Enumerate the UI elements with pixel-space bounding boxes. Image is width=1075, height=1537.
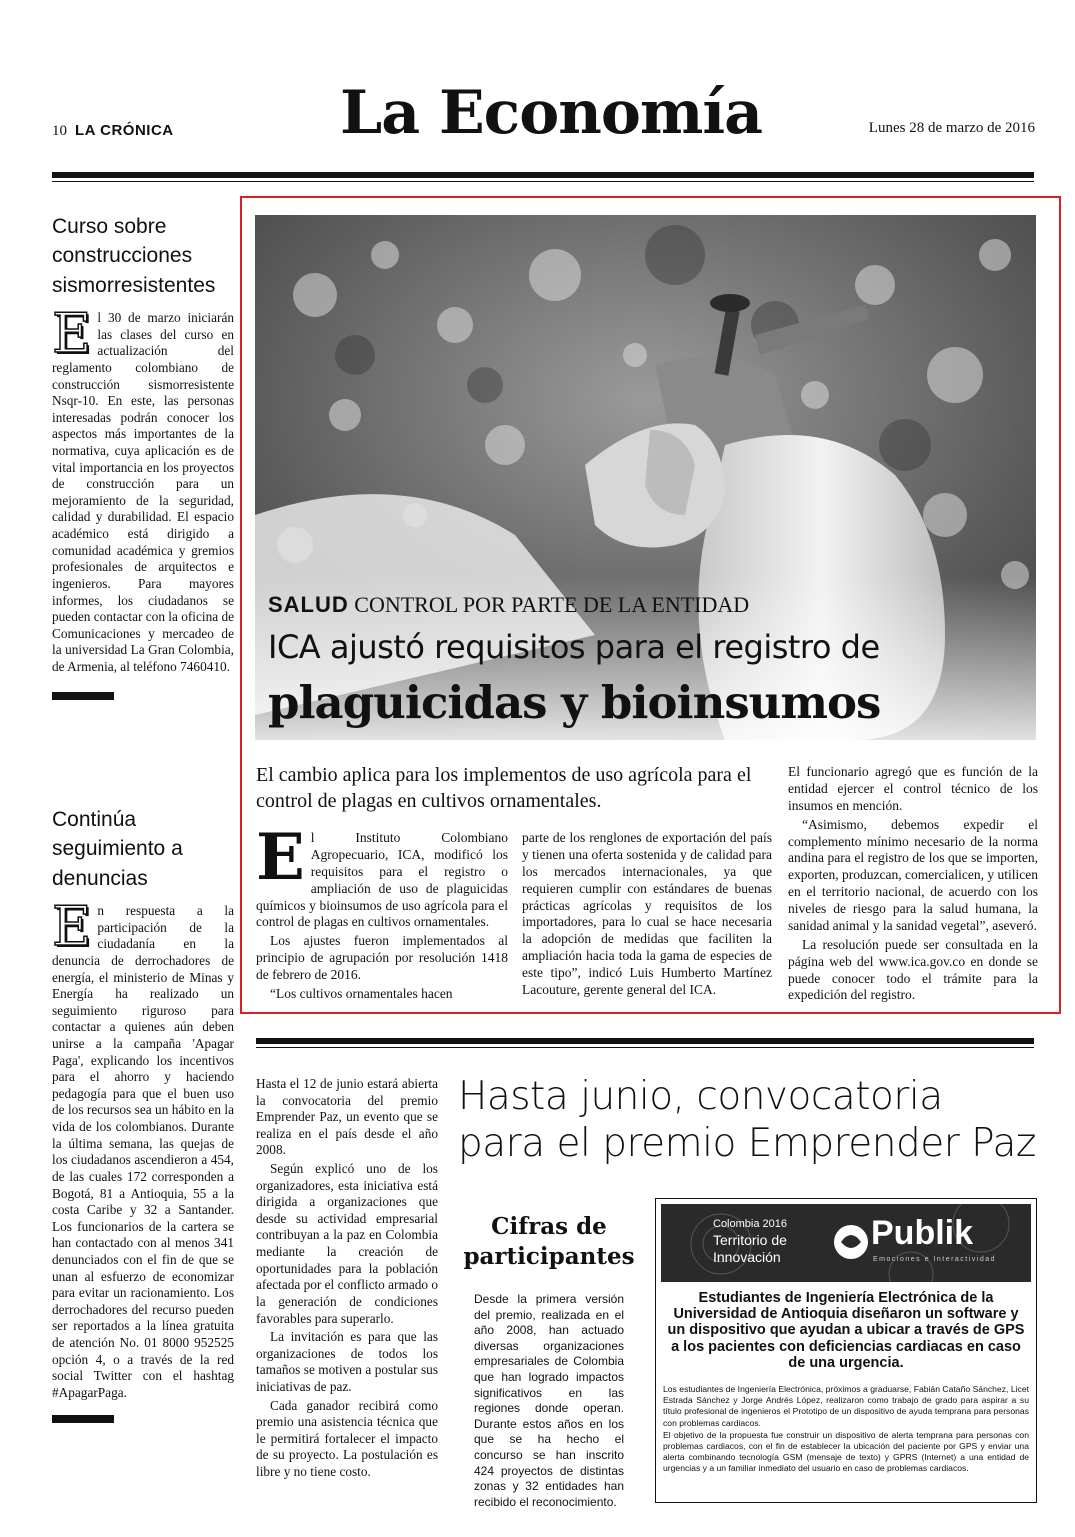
brief-curso	[52, 212, 234, 700]
second-p4: Cada ganador recibirá como premio una asistencia técnica que le permitirá fortalecer el impacto de su proyecto. La postulación es libre y no tiene costo.	[256, 1397, 438, 1480]
main-col1-p2: Los ajustes fueron implementados al principio de agrupación por resolución 1418 de febrero de 2016.	[256, 933, 508, 982]
main-col3-p1: El funcionario agregó que es función de la entidad ejercer el control técnico de los insumos en mención.	[788, 764, 1038, 813]
brief-curso-body	[52, 302, 235, 675]
main-dropcap: E	[256, 820, 305, 895]
brief-denuncias-text: n respuesta a la participación de la ciudadanía en la denuncia de derrochadores de energía, el ministerio de Minas y Energía ha realizado un seguimiento riguroso para contactar a quienes aún deben unirse a la campaña 'Apagar Paga', explicando los incentivos para el ahorro y haciendo pedagogía para que el buen uso de los recursos sea un hábito en la vida de los colombianos. Durante la última semana, las quejas de los ciudadanos ascendieron a 454, de las cuales 172 corresponden a Bogotá, 81 a Antioquia, 55 a la costa Caribe y 32 a Santander. Los funcionarios de la cartera se han contactado con al menos 341 denunciados con el fin de que se unan al esfuerzo de economizar para evitar un racionamiento. Los derrochadores del recurso pueden ser reportados a la línea gratuita de atención No. 01 8000 952525 opción 4, o a través de la red social Twitter con el hashtag #ApagarPaga.	[52, 903, 234, 1400]
main-col-2	[522, 830, 772, 1001]
banner-text	[713, 1218, 787, 1267]
mid-rule	[256, 1038, 1034, 1044]
main-col1-p1	[256, 820, 508, 931]
main-deck: El cambio aplica para los implementos de uso agrícola para el control de plagas en cultivos ornamentales.	[256, 764, 752, 812]
brief-denuncias-title: Continúa seguimiento a denuncias	[52, 808, 183, 890]
main-kicker	[268, 592, 749, 618]
ad-body-p2: El objetivo de la propuesta fue construir un dispositivo de alerta temprana para personas con problemas cardiacos, con el fin de establecer la ubicación del paciente por GPS y enviar una alerta combinando tecnología GSM (mensaje de texto) y GPRS (Internet) a una entidad de urgencias y a un familiar inmediato del usuario en caso de problemas cardiacos.	[663, 1429, 1029, 1474]
mid-rule-thin	[256, 1047, 1034, 1048]
second-p1: Hasta el 12 de junio estará abierta la convocatoria del premio Emprender Paz, un evento que se realiza en el país desde el año 2008.	[256, 1076, 438, 1158]
ad-headline: Estudiantes de Ingeniería Electrónica de la Universidad de Antioquia diseñaron un software y un dispositivo que ayudan a ubicar a través de GPS a los pacientes con deficiencias cardiacas en caso de una urgencia.	[667, 1290, 1025, 1371]
main-col1-p1-text: l Instituto Colombiano Agropecuario, ICA, modificó los requisitos para el registro o ampliación de uso de plaguicidas químicos y bioinsumos de uso agrícola para el control de plagas en cultivos ornamentales.	[256, 830, 508, 930]
publik-ad-banner	[661, 1204, 1031, 1282]
banner-line2: Territorio de	[713, 1231, 787, 1248]
main-col3-p2: “Asimismo, debemos expedir el complemento mínimo necesario de la norma andina para el registro de los que se importen, exporten, produzcan, comercialicen, y utilicen en el territorio nacional, de acuerdo con los niveles de riesgo para la salud humana, la sanidad animal y la sanidad vegetal”, aseveró.	[788, 816, 1039, 933]
publik-logo: Publik	[871, 1214, 974, 1252]
main-col-1	[256, 820, 508, 1005]
second-story-body	[256, 1076, 438, 1483]
brief-separator	[52, 692, 114, 700]
main-kicker-text: CONTROL POR PARTE DE LA ENTIDAD	[354, 592, 750, 617]
second-headline: Hasta junio, convocatoria para el premio Emprender Paz	[458, 1074, 1036, 1166]
brief-separator	[52, 1415, 114, 1423]
main-headline-line1: ICA ajustó requisitos para el registro de	[268, 628, 880, 666]
brief-curso-text: l 30 de marzo iniciarán las clases del curso en actualización del reglamento colombiano de construcción sismorresistente Nsqr-10. En este, las personas interesadas podrán conocer los aspectos más importantes de la normativa, cuya aplicación es de vital importancia en los proyectos de construcción para un mejoramiento de la seguridad, calidad y durabilidad. El espacio académico está dirigido a comunidad académica y gremios profesionales de arquitectos e ingenieros. Para mayores informes, los ciudadanos se pueden contactar con la oficina de Comunicaciones y mercadeo de la universidad La Gran Colombia, de Armenia, al teléfono 7460410.	[52, 310, 235, 674]
ad-body-p1: Los estudiantes de Ingeniería Electrónica, próximos a graduarse, Fabián Cataño Sánchez, Licet Estrada Sánchez y Jorge Andrés López, realizaron como trabajo de grado para aspirar a su título profesional de ingenieros el Prototipo de un dispositivo de ayuda temprana para personas con problemas cardiacos.	[663, 1384, 1029, 1428]
main-col1-p3: “Los cultivos ornamentales hacen	[270, 985, 453, 1001]
main-kicker-bold: SALUD	[268, 592, 349, 617]
main-col2-p1: parte de los renglones de exportación del país y tienen una oferta sostenida y de calidad para los mercados internacionales, ya que requieren cumplir con estándares de buenas prácticas agrícolas y requisitos de los importadores, para lo cual se hace necesaria la adopción de medidas que faciliten la ampliación hacia toda la gama de especies de este tipo”, indicó Luis Humberto Martínez Lacouture, gerente general del ICA.	[522, 830, 772, 997]
banner-line3: Innovación	[713, 1249, 781, 1266]
top-rule-thin	[52, 181, 1034, 182]
banner-line1: Colombia 2016	[713, 1218, 787, 1230]
publik-tagline: Emociones e Interactividad	[873, 1256, 997, 1263]
second-p3: La invitación es para que las organizaciones de todos los tamaños se motiven a postular sus iniciativas de paz.	[256, 1329, 438, 1394]
page-number: 10	[52, 123, 67, 139]
brief-curso-title: Curso sobre construcciones sismorresistentes	[52, 215, 216, 297]
main-headline-line2: plaguicidas y bioinsumos	[268, 676, 881, 729]
main-col3-p3: La resolución puede ser consultada en la página web del www.ica.gov.co en donde se puede conocer todo el trámite para la expedición del registro.	[788, 936, 1038, 1003]
brief-denuncias-dropcap: E	[52, 895, 92, 959]
cifras-box-title: Cifras de participantes	[463, 1213, 635, 1270]
top-rule	[52, 172, 1034, 178]
brief-denuncias-body	[52, 895, 234, 1401]
main-col-3	[788, 764, 1038, 1006]
paper-name: LA CRÓNICA	[75, 122, 174, 139]
section-title: La Economía	[340, 78, 763, 148]
brief-denuncias	[52, 805, 234, 1423]
ad-body	[663, 1384, 1029, 1475]
cifras-box-text: Desde la primera versión del premio, realizada en el año 2008, han actuado diversas organizaciones empresariales de Colombia que han logrado impactos significativos en las regiones donde operan. Durante estos años en los que se ha hecho el concurso se han inscrito 424 proyectos de distintas zonas y 32 entidades han recibido el reconocimiento.	[474, 1292, 624, 1509]
issue-date: Lunes 28 de marzo de 2016	[868, 120, 1035, 136]
second-p2: Según explicó uno de los organizadores, esta iniciativa está dirigida a organizaciones que desde su actividad empresarial contribuyan a la paz en Colombia mediante la creación de oportunidades para la población afectada por el conflicto armado o la generación de condiciones favorables para superarlo.	[256, 1161, 439, 1326]
brief-curso-dropcap: E	[52, 302, 92, 366]
page-number-label	[52, 122, 174, 140]
